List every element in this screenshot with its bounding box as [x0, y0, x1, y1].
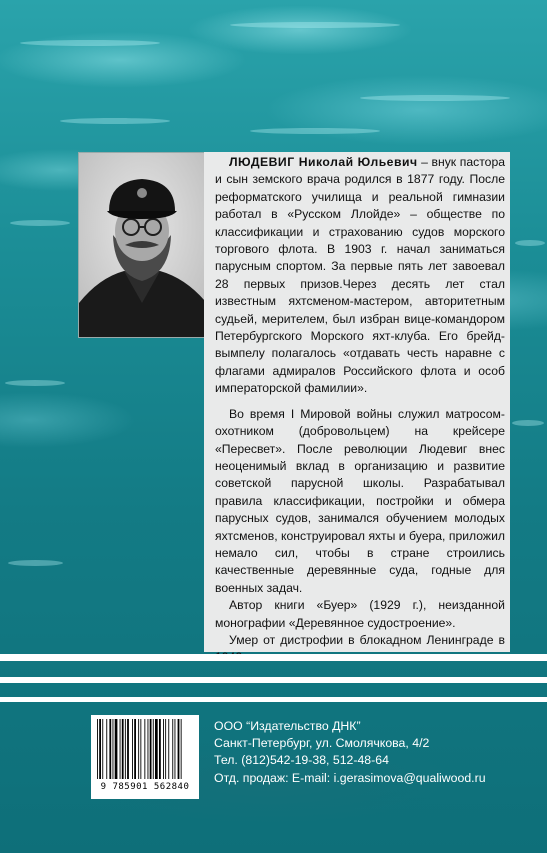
portrait-photo: [78, 152, 206, 338]
water-ripple: [250, 128, 380, 134]
biography-paragraph-4: Умер от дистрофии в блокадном Ленинграде в: [229, 632, 505, 647]
water-ripple: [5, 380, 65, 386]
portrait-illustration: [79, 153, 205, 337]
publisher-phone: Тел. (812)542-19-38, 512-48-64: [214, 753, 389, 768]
water-ripple: [515, 240, 545, 246]
publisher-sales-email: Отд. продаж: E-mail: i.gerasimova@qualiwood.ru: [214, 770, 486, 785]
person-name: ЛЮДЕВИГ Николай Юльевич: [229, 155, 418, 169]
biography-paragraph-3: Автор книги «Буер» (1929 г.), неизданной монографии «Деревянное судостроение».: [215, 598, 505, 630]
publisher-name: ООО “Издательство ДНК”: [214, 719, 361, 733]
publisher-address: Санкт-Петербург, ул. Смолячкова, 4/2: [214, 736, 430, 751]
biography-paragraph-1: [215, 154, 505, 398]
biography-intro: – внук пастора и сын земского врача родился в 1877 году. После реформатского училища и реальной гимназии работал в «Русском Ллойде» – обществе по классификации и страхованию судов морского торгового флота. В 1903 г. начал заниматься парусным спортом. За первые пять лет завоевал 28 первых призов.Через десять лет стал известным яхтсменом-мастером, авторитетным судьей, мерителем, был избран вице-командором Петербургского Морского яхт-клуба. Его брейд-вымпелу полагалось «отдавать честь наравне с флагами адмиралов Российского флота и особ императорской фамилии».: [215, 155, 505, 396]
barcode-bars: [91, 715, 199, 781]
decorative-stripe: [0, 677, 547, 683]
publisher-info: [214, 718, 534, 787]
water-ripple: [512, 420, 544, 426]
water-ripple: [60, 118, 170, 124]
biography-paragraph-2: Во время I Мировой войны служил матросом-охотником (добровольцем) на крейсере «Пересвет». После революции Людевиг внес неоценимый вклад в организацию и развитие советской парусной школы. Разрабатывал правила классификации, постройки и обмера парусных судов, занимался обучением молодых яхтсменов, конструировал яхты и буера, приложил немало сил, чтобы в стране строились качественные деревянные суда, годные для военных задач.: [215, 406, 505, 595]
water-ripple: [8, 560, 63, 566]
decorative-stripe: [0, 697, 547, 702]
water-ripple: [10, 220, 70, 226]
decorative-stripe: [0, 654, 547, 661]
water-ripple: [230, 22, 400, 28]
barcode-number: 9 785901 562840: [100, 782, 190, 792]
water-ripple: [360, 95, 510, 101]
water-ripple: [20, 40, 160, 46]
biography-text: [215, 154, 505, 667]
isbn-barcode: [91, 715, 199, 799]
